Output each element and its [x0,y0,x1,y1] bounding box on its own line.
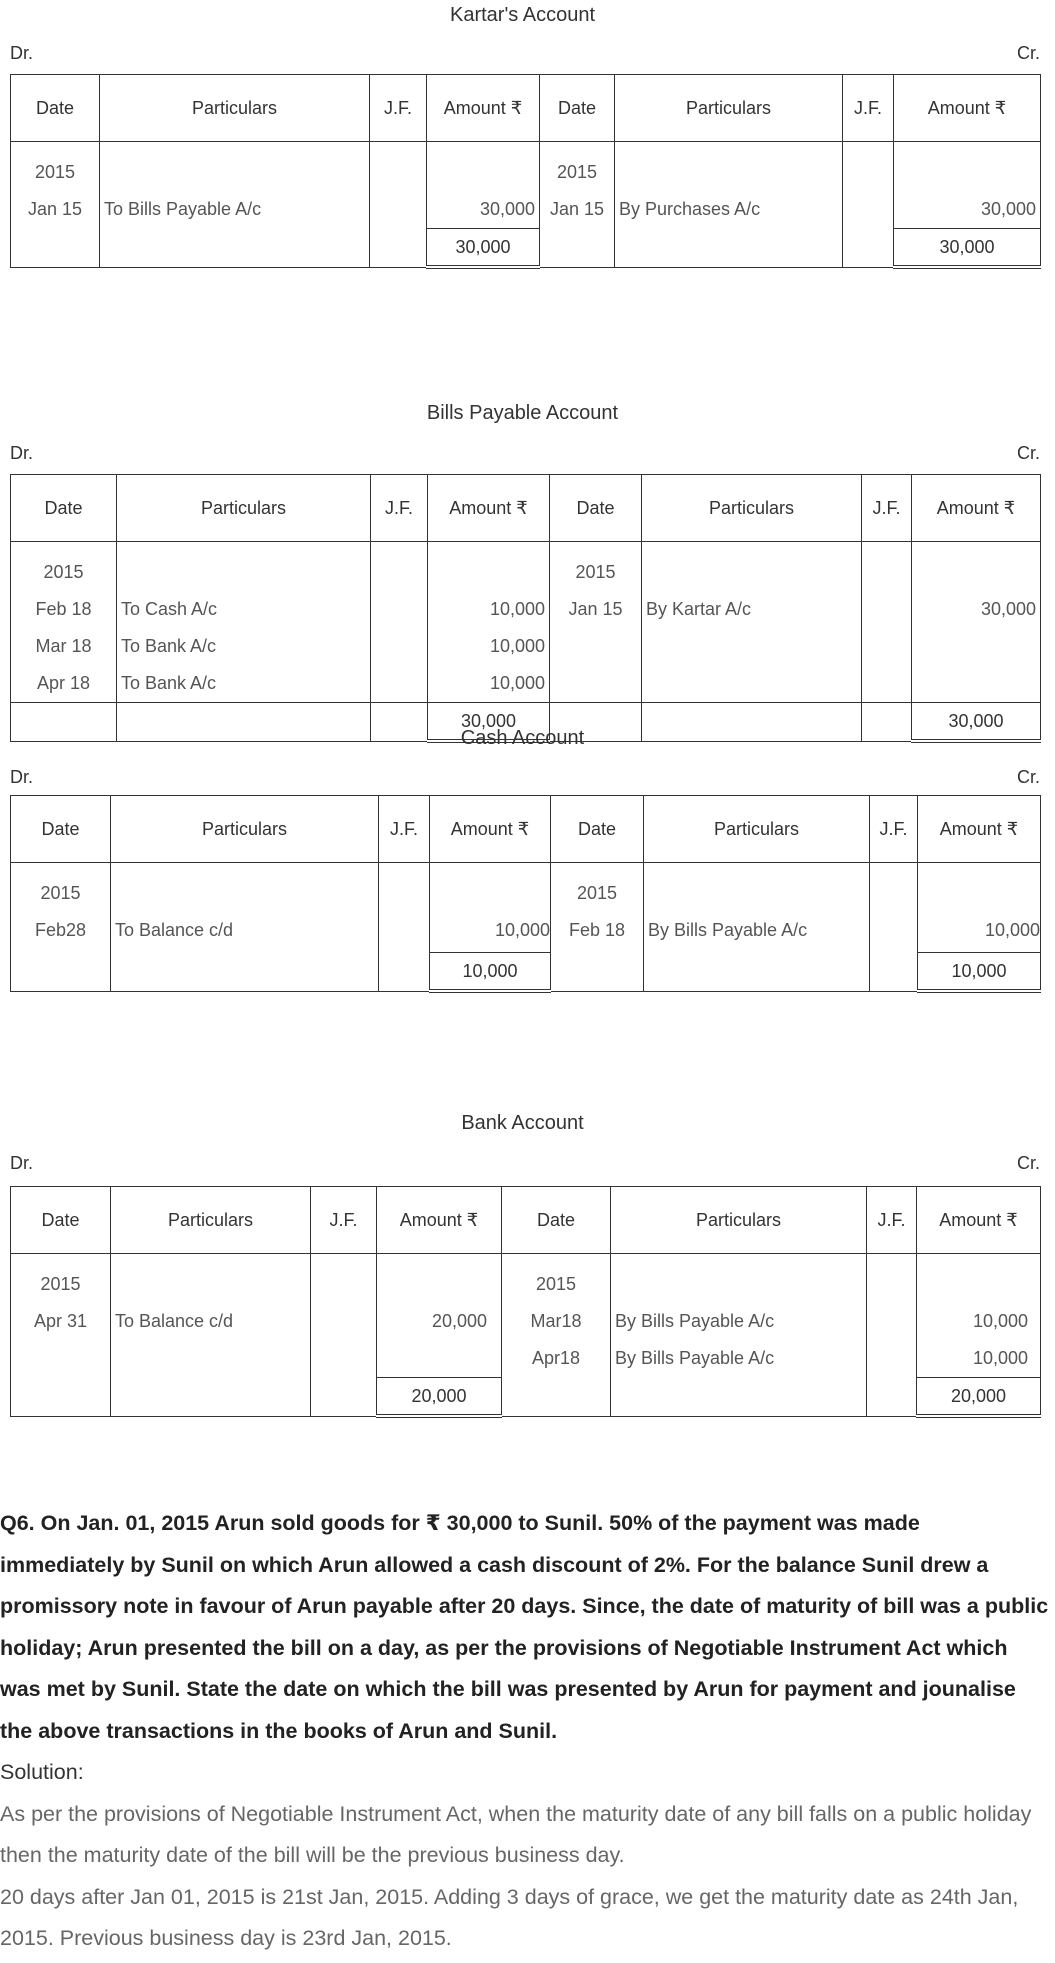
cr-total: 10,000 [918,953,1041,992]
kartar-ledger-table [10,74,1041,269]
question-section [0,1503,1050,1960]
dr-year: 2015 [43,562,84,582]
col-amount: Amount ₹ [918,796,1041,863]
question-text: Q6. On Jan. 01, 2015 Arun sold goods for ₹ 30,000 to Sunil. 50% of the payment was made immediately by Sunil on which Arun allowed a cash discount of 2%. For the balance Sunil drew a promissory note in favour of Arun payable after 20 days. Since, the date of maturity of bill was a public holiday; Arun presented the bill on a day, as per the provisions of Negotiable Instrument Act which was met by Sunil. State the date on which the bill was presented by Arun for payment and jounalise the above transactions in the books of Arun and Sunil. [0,1511,1049,1743]
credit-label: Cr. [1016,43,1040,63]
col-date: Date [540,75,615,142]
cr-particulars: By Bills Payable A/c [615,1311,775,1331]
col-amount: Amount ₹ [917,1187,1041,1254]
cr-amount: 10,000 [972,1311,1028,1331]
col-particulars: Particulars [615,75,843,142]
cr-amount: 10,000 [972,1348,1028,1368]
col-date: Date [11,75,100,142]
cr-date: Feb 18 [568,920,626,940]
dr-date: Feb 18 [35,599,92,619]
col-jf: J.F. [843,75,894,142]
dr-particulars: To Cash A/c [121,599,218,619]
dr-year: 2015 [40,1274,81,1294]
dr-year: 2015 [40,883,81,903]
dr-particulars: To Bank A/c [121,636,217,656]
debit-label: Dr. [10,443,34,463]
cr-total: 30,000 [894,229,1041,268]
col-date: Date [551,796,644,863]
credit-label: Cr. [1016,1153,1040,1173]
dr-date: Apr 18 [36,673,91,693]
cr-total: 30,000 [912,703,1041,742]
solution-paragraph: 20 days after Jan 01, 2015 is 21st Jan, 2015. Adding 3 days of grace, we get the maturity date as 24th Jan, 2015. Previous business day is 23rd Jan, 2015. [0,1884,1019,1950]
cash-ledger-table [10,795,1041,993]
dr-amount: 10,000 [489,599,545,619]
cash-account-title: Cash Account [460,727,585,749]
col-jf: J.F. [311,1187,377,1254]
col-date: Date [11,475,117,542]
kartar-account-title: Kartar's Account [450,4,595,26]
col-amount: Amount ₹ [377,1187,502,1254]
cr-date: Jan 15 [568,599,623,619]
col-amount: Amount ₹ [894,75,1041,142]
col-amount: Amount ₹ [428,475,550,542]
solution-label: Solution: [0,1760,84,1784]
dr-particulars: To Bills Payable A/c [104,199,262,219]
dr-amount: 20,000 [431,1311,487,1331]
dr-amount: 10,000 [489,673,545,693]
debit-label: Dr. [10,43,34,63]
col-jf: J.F. [379,796,430,863]
dr-amount: 10,000 [494,920,550,940]
dr-amount: 30,000 [479,199,535,219]
bank-ledger-table [10,1186,1041,1418]
col-jf: J.F. [370,75,427,142]
cr-year: 2015 [575,562,616,582]
dr-total: 30,000 [427,229,540,268]
solution-paragraph: As per the provisions of Negotiable Instrument Act, when the maturity date of any bill falls on a public holiday then the maturity date of the bill will be the previous business day. [0,1801,1032,1867]
dr-total: 10,000 [430,953,551,992]
credit-label: Cr. [1016,443,1040,463]
dr-amount: 10,000 [489,636,545,656]
col-jf: J.F. [870,796,918,863]
col-amount: Amount ₹ [427,75,540,142]
col-date: Date [550,475,642,542]
col-particulars: Particulars [100,75,370,142]
col-date: Date [11,796,111,863]
dr-date: Feb28 [34,920,87,940]
col-particulars: Particulars [117,475,371,542]
cr-date: Jan 15 [549,199,605,219]
col-jf: J.F. [867,1187,917,1254]
bills-payable-ledger-table [10,474,1041,743]
col-date: Date [11,1187,111,1254]
dr-total: 20,000 [377,1378,502,1417]
dr-date: Apr 31 [33,1311,88,1331]
dr-total: 30,000 [428,703,550,742]
dr-year: 2015 [34,162,76,182]
cr-particulars: By Bills Payable A/c [648,920,808,940]
dr-particulars: To Balance c/d [115,920,234,940]
cr-date: Apr18 [531,1348,581,1368]
cr-date: Mar18 [530,1311,582,1331]
bank-account-title: Bank Account [461,1112,584,1134]
debit-label: Dr. [10,1153,34,1173]
dr-date: Jan 15 [27,199,83,219]
cr-particulars: By Kartar A/c [646,599,752,619]
col-amount: Amount ₹ [912,475,1041,542]
col-jf: J.F. [371,475,428,542]
col-particulars: Particulars [111,796,379,863]
cr-year: 2015 [576,883,618,903]
dr-date: Mar 18 [35,636,92,656]
col-jf: J.F. [862,475,912,542]
bills-payable-account-title: Bills Payable Account [426,402,619,424]
cr-year: 2015 [535,1274,577,1294]
col-particulars: Particulars [642,475,862,542]
debit-label: Dr. [10,767,34,787]
cr-amount: 30,000 [980,199,1036,219]
col-particulars: Particulars [611,1187,867,1254]
dr-particulars: To Bank A/c [121,673,217,693]
col-particulars: Particulars [111,1187,311,1254]
col-particulars: Particulars [644,796,870,863]
col-date: Date [502,1187,611,1254]
dr-particulars: To Balance c/d [115,1311,234,1331]
cr-particulars: By Purchases A/c [619,199,761,219]
col-amount: Amount ₹ [430,796,551,863]
cr-year: 2015 [556,162,598,182]
cr-amount: 10,000 [984,920,1040,940]
cr-total: 20,000 [917,1378,1041,1417]
cr-particulars: By Bills Payable A/c [615,1348,775,1368]
credit-label: Cr. [1016,767,1040,787]
cr-amount: 30,000 [980,599,1036,619]
